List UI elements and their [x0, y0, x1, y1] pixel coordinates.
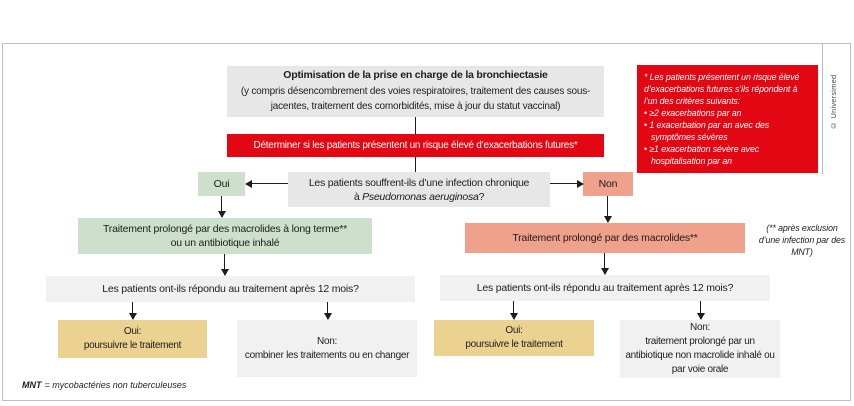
- question-response-right-label: Les patients ont-ils répondu au traitement après 12 mois?: [476, 282, 734, 294]
- question-response-left-label: Les patients ont-ils répondu au traitement après 12 mois?: [102, 283, 359, 295]
- arrow-treatment-left-to-question: [224, 254, 225, 275]
- footnote-definition: = mycobactéries non tuberculeuses: [44, 380, 187, 390]
- node-outcome-no-left: [237, 320, 417, 377]
- node-outcome-no-right: [620, 320, 780, 378]
- treatment-left-line1: Traitement prolongé par des macrolides à long terme**: [102, 223, 348, 235]
- treatment-left-line2: ou un antibiotique inhalé: [170, 237, 280, 249]
- node-treatment-macrolides: [465, 223, 745, 253]
- arrow-no-to-treatment: [607, 196, 608, 222]
- species-name: Pseudomonas aeruginosa: [362, 190, 479, 203]
- arrow-question-to-yes: [252, 183, 288, 184]
- arrow-yes-to-treatment: [221, 196, 222, 217]
- note-mnt-exclusion: (** après exclusion d’une infection par des MNT): [758, 223, 846, 257]
- node-optimisation: [227, 66, 604, 117]
- node-outcome-yes-right: [434, 320, 594, 356]
- branch-yes: [198, 172, 245, 196]
- footnote-mnt-definition: [22, 380, 186, 390]
- question-infection-line2: à Pseudomonas aeruginosa?: [353, 190, 485, 203]
- question-infection-line1: Les patients souffrent-ils d’une infection chronique: [308, 176, 530, 189]
- arrow-treatment-right-to-question: [604, 253, 605, 274]
- outcome-title: Oui:: [123, 326, 142, 337]
- note-risk-criteria: [637, 65, 818, 173]
- risk-criteria-item: • 1 exacerbation par an avec des symptômes sévères: [644, 120, 770, 142]
- node-optimisation-title: Optimisation de la prise en charge de la bronchiectasie: [283, 69, 548, 82]
- outcome-body: combiner les traitements ou en changer: [244, 349, 410, 361]
- connector-optimisation-determine: [415, 117, 416, 134]
- arrow-question-to-no: [550, 183, 577, 184]
- branch-no-label: Non: [598, 178, 618, 190]
- branch-no: [583, 172, 633, 196]
- risk-criteria-intro: * Les patients présentent un risque élevé d’exacerbations futures s’ils répondent à l’un des critères suivants:: [644, 72, 800, 106]
- node-question-response-right: [440, 275, 770, 301]
- node-outcome-yes-left: [58, 320, 207, 358]
- outcome-title: Oui:: [505, 325, 523, 336]
- risk-criteria-item: • ≥1 exacerbation sévère avec hospitalisation par an: [644, 144, 760, 166]
- risk-criteria-item: • ≥2 exacerbations par an: [644, 108, 742, 118]
- node-treatment-macrolides-inhaled: [78, 218, 372, 254]
- treatment-right-label: Traitement prolongé par des macrolides**: [512, 232, 698, 244]
- node-determine-risk-label: Déterminer si les patients présentent un risque élevé d’exacerbations futures*: [253, 139, 578, 151]
- node-question-infection: [288, 172, 550, 207]
- copyright-label: © Universimed: [829, 74, 838, 130]
- outcome-title: Non:: [690, 322, 710, 333]
- arrow-to-outcome-no-left: [327, 302, 328, 319]
- node-question-response-left: [46, 276, 415, 302]
- arrow-to-outcome-yes-left: [132, 302, 133, 319]
- outcome-body: poursuivre le traitement: [83, 340, 182, 351]
- arrow-to-outcome-yes-right: [513, 301, 514, 319]
- arrow-to-outcome-no-right: [700, 301, 701, 319]
- branch-yes-label: Oui: [213, 178, 230, 190]
- node-optimisation-subtitle: (y compris désencombrement des voies respiratoires, traitement des causes sous-jacentes, traitement des comorbidités, mise à jour du statut vaccinal): [240, 85, 591, 113]
- outcome-body: poursuivre le traitement: [465, 339, 563, 350]
- footnote-abbr: MNT: [22, 380, 42, 390]
- frame-right-segment: [822, 43, 823, 174]
- node-determine-risk: [227, 134, 604, 157]
- outcome-title: Non:: [317, 335, 337, 347]
- connector-determine-question: [415, 157, 416, 172]
- outcome-body: traitement prolongé par un antibiotique non macrolide inhalé ou par voie orale: [625, 336, 775, 375]
